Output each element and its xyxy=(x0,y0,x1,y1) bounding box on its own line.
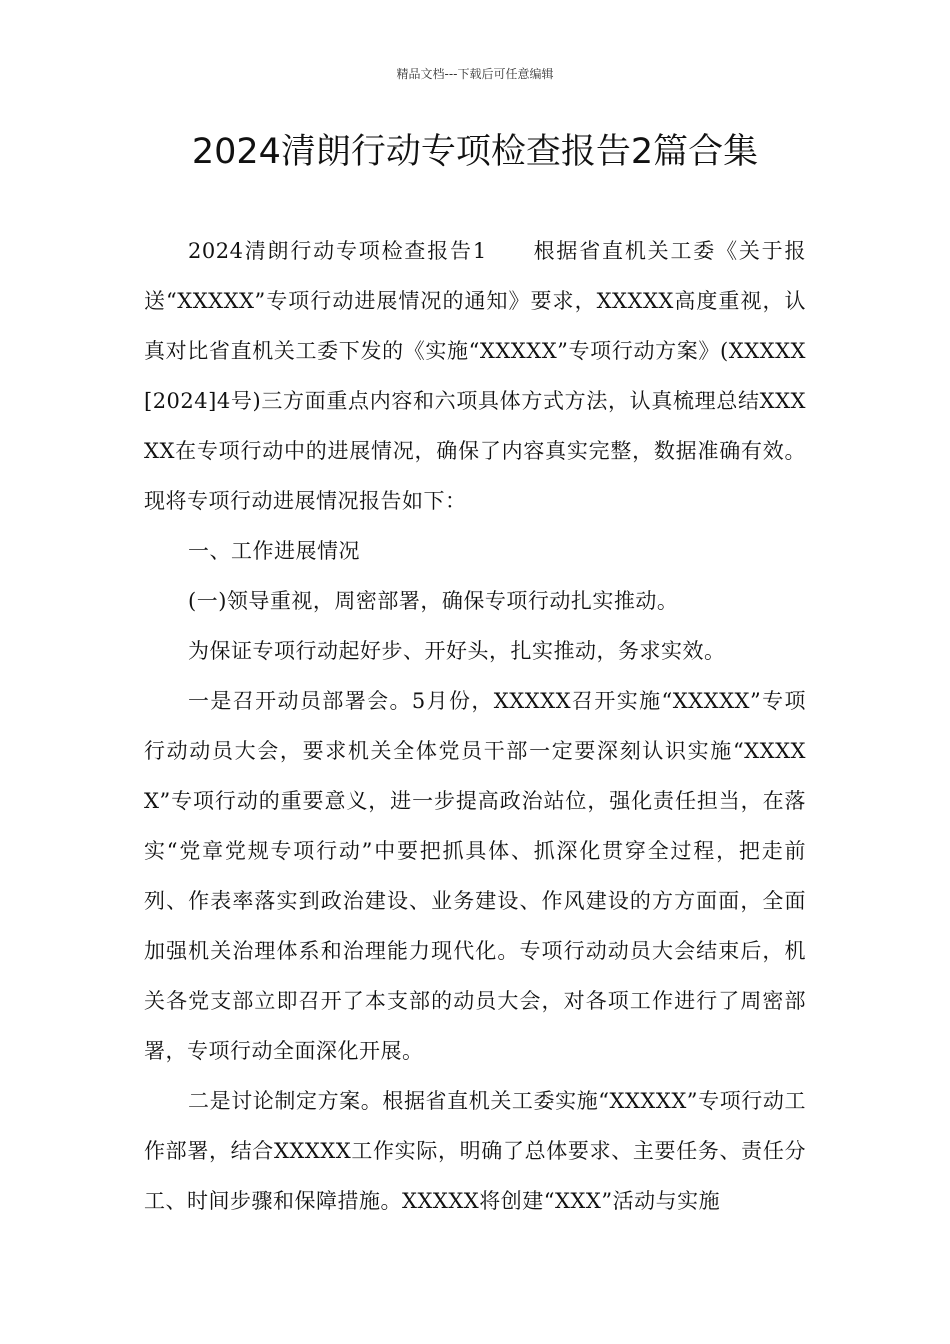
paragraph-plan-discussion: 二是讨论制定方案。根据省直机关工委实施“XXXXX”专项行动工作部署，结合XXXXX工作实际，明确了总体要求、主要任务、责任分工、时间步骤和保障措施。XXXXX将创建“XXX”活动与实施 xyxy=(144,1089,806,1213)
paragraph-mobilization-meeting: 一是召开动员部署会。5月份，XXXXX召开实施“XXXXX”专项行动动员大会，要求机关全体党员干部一定要深刻认识实施“XXXXX”专项行动的重要意义，进一步提高政治站位，强化责任担当，在落实“党章党规专项行动”中要把抓具体、抓深化贯穿全过程，把走前列、作表率落实到政治建设、业务建设、作风建设的方方面面，全面加强机关治理体系和治理能力现代化。专项行动动员大会结束后，机关各党支部立即召开了本支部的动员大会，对各项工作进行了周密部署，专项行动全面深化开展。 xyxy=(144,689,806,1063)
paragraph-purpose: 为保证专项行动起好步、开好头，扎实推动，务求实效。 xyxy=(188,639,726,663)
subsection-heading-leadership: (一)领导重视，周密部署，确保专项行动扎实推动。 xyxy=(188,589,679,613)
paragraph-intro: 2024清朗行动专项检查报告1 根据省直机关工委《关于报送“XXXXX”专项行动进展情况的通知》要求，XXXXX高度重视，认真对比省直机关工委下发的《实施“XXXXX”专项行动方案》(XXXXX[2024]4号)三方面重点内容和六项具体方式方法，认真梳理总结XXXXX在专项行动中的进展情况，确保了内容真实完整，数据准确有效。现将专项行动进展情况报告如下： xyxy=(144,239,806,513)
header-note: 精品文档---下载后可任意编辑 xyxy=(396,67,554,81)
section-heading-work-progress: 一、工作进展情况 xyxy=(188,539,360,563)
document-body xyxy=(144,226,806,1226)
document-title: 2024清朗行动专项检查报告2篇合集 xyxy=(191,132,759,172)
